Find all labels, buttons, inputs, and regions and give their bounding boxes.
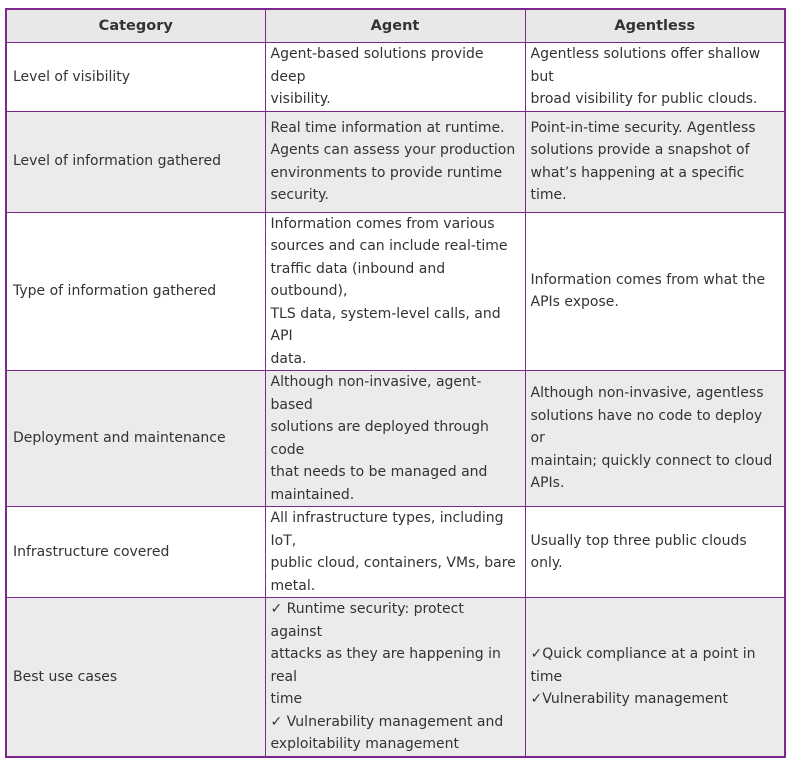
- cell-category: Deployment and maintenance: [6, 371, 265, 507]
- text-line: Although non-invasive, agent-based: [270, 374, 482, 413]
- text-line: APIs expose.: [530, 294, 619, 311]
- text-line: visibility.: [270, 91, 331, 107]
- comparison-table-container: [5, 8, 784, 758]
- text-line: maintain; quickly connect to cloud: [530, 452, 773, 469]
- text-line: sources and can include real-time: [270, 238, 508, 254]
- cell-agentless: [525, 371, 785, 507]
- text-line: public cloud, containers, VMs, bare: [270, 555, 516, 571]
- cell-category: Level of visibility: [6, 43, 265, 112]
- cell-agentless: [525, 212, 785, 371]
- text-line: solutions have no code to deploy or: [530, 407, 763, 447]
- text-line: Information comes from what the: [530, 271, 766, 288]
- table-row: [6, 212, 785, 371]
- text-line: ✓Vulnerability management: [530, 691, 729, 707]
- text-line: ✓Quick compliance at a point in time: [530, 646, 756, 685]
- cell-category: Level of information gathered: [6, 111, 265, 212]
- text-line: what’s happening at a specific time.: [530, 164, 745, 203]
- text-line: ✓ Runtime security: protect against: [270, 601, 464, 640]
- cell-agent: [265, 43, 525, 112]
- text-line: exploitability management: [270, 736, 460, 752]
- text-line: Usually top three public clouds only.: [530, 532, 747, 571]
- text-line: Information comes from various: [270, 215, 495, 232]
- text-line: All infrastructure types, including IoT,: [270, 510, 504, 549]
- text-line: solutions are deployed through code: [270, 419, 489, 458]
- cell-category: Type of information gathered: [6, 212, 265, 371]
- text-line: Point-in-time security. Agentless: [530, 119, 756, 136]
- table-row: [6, 507, 785, 598]
- text-line: metal.: [270, 577, 316, 594]
- cell-category: Best use cases: [6, 598, 265, 757]
- text-line: Although non-invasive, agentless: [530, 385, 764, 402]
- cell-agent: [265, 598, 525, 757]
- text-line: data.: [270, 350, 307, 367]
- text-line: Agentless solutions offer shallow but: [530, 46, 761, 85]
- text-line: traffic data (inbound and outbound),: [270, 260, 446, 299]
- text-line: environments to provide runtime: [270, 164, 503, 181]
- text-line: Agents can assess your production: [270, 142, 516, 158]
- cell-agent: [265, 371, 525, 507]
- text-line: solutions provide a snapshot of: [530, 142, 750, 158]
- text-line: Real time information at runtime.: [270, 119, 505, 136]
- cell-category: Infrastructure covered: [6, 507, 265, 598]
- cell-agentless: [525, 43, 785, 112]
- header-agent: Agent: [265, 9, 525, 43]
- table-row: [6, 598, 785, 757]
- cell-agentless: [525, 507, 785, 598]
- header-category: Category: [6, 9, 265, 43]
- cell-agent: [265, 111, 525, 212]
- table-row: [6, 111, 785, 212]
- text-line: ✓ Vulnerability management and: [270, 713, 504, 730]
- table-row: [6, 371, 785, 507]
- text-line: time: [270, 691, 303, 707]
- cell-agent: [265, 507, 525, 598]
- text-line: security.: [270, 187, 329, 203]
- comparison-table: [5, 8, 786, 758]
- text-line: that needs to be managed and: [270, 464, 488, 480]
- text-line: attacks as they are happening in real: [270, 646, 501, 685]
- table-row: [6, 43, 785, 112]
- cell-agentless: [525, 111, 785, 212]
- text-line: TLS data, system-level calls, and API: [270, 305, 501, 344]
- header-row: [6, 9, 785, 43]
- text-line: broad visibility for public clouds.: [530, 91, 758, 107]
- header-agentless: Agentless: [525, 9, 785, 43]
- cell-agentless: [525, 598, 785, 757]
- cell-agent: [265, 212, 525, 371]
- text-line: Agent-based solutions provide deep: [270, 46, 484, 85]
- text-line: maintained.: [270, 486, 355, 503]
- text-line: APIs.: [530, 475, 565, 492]
